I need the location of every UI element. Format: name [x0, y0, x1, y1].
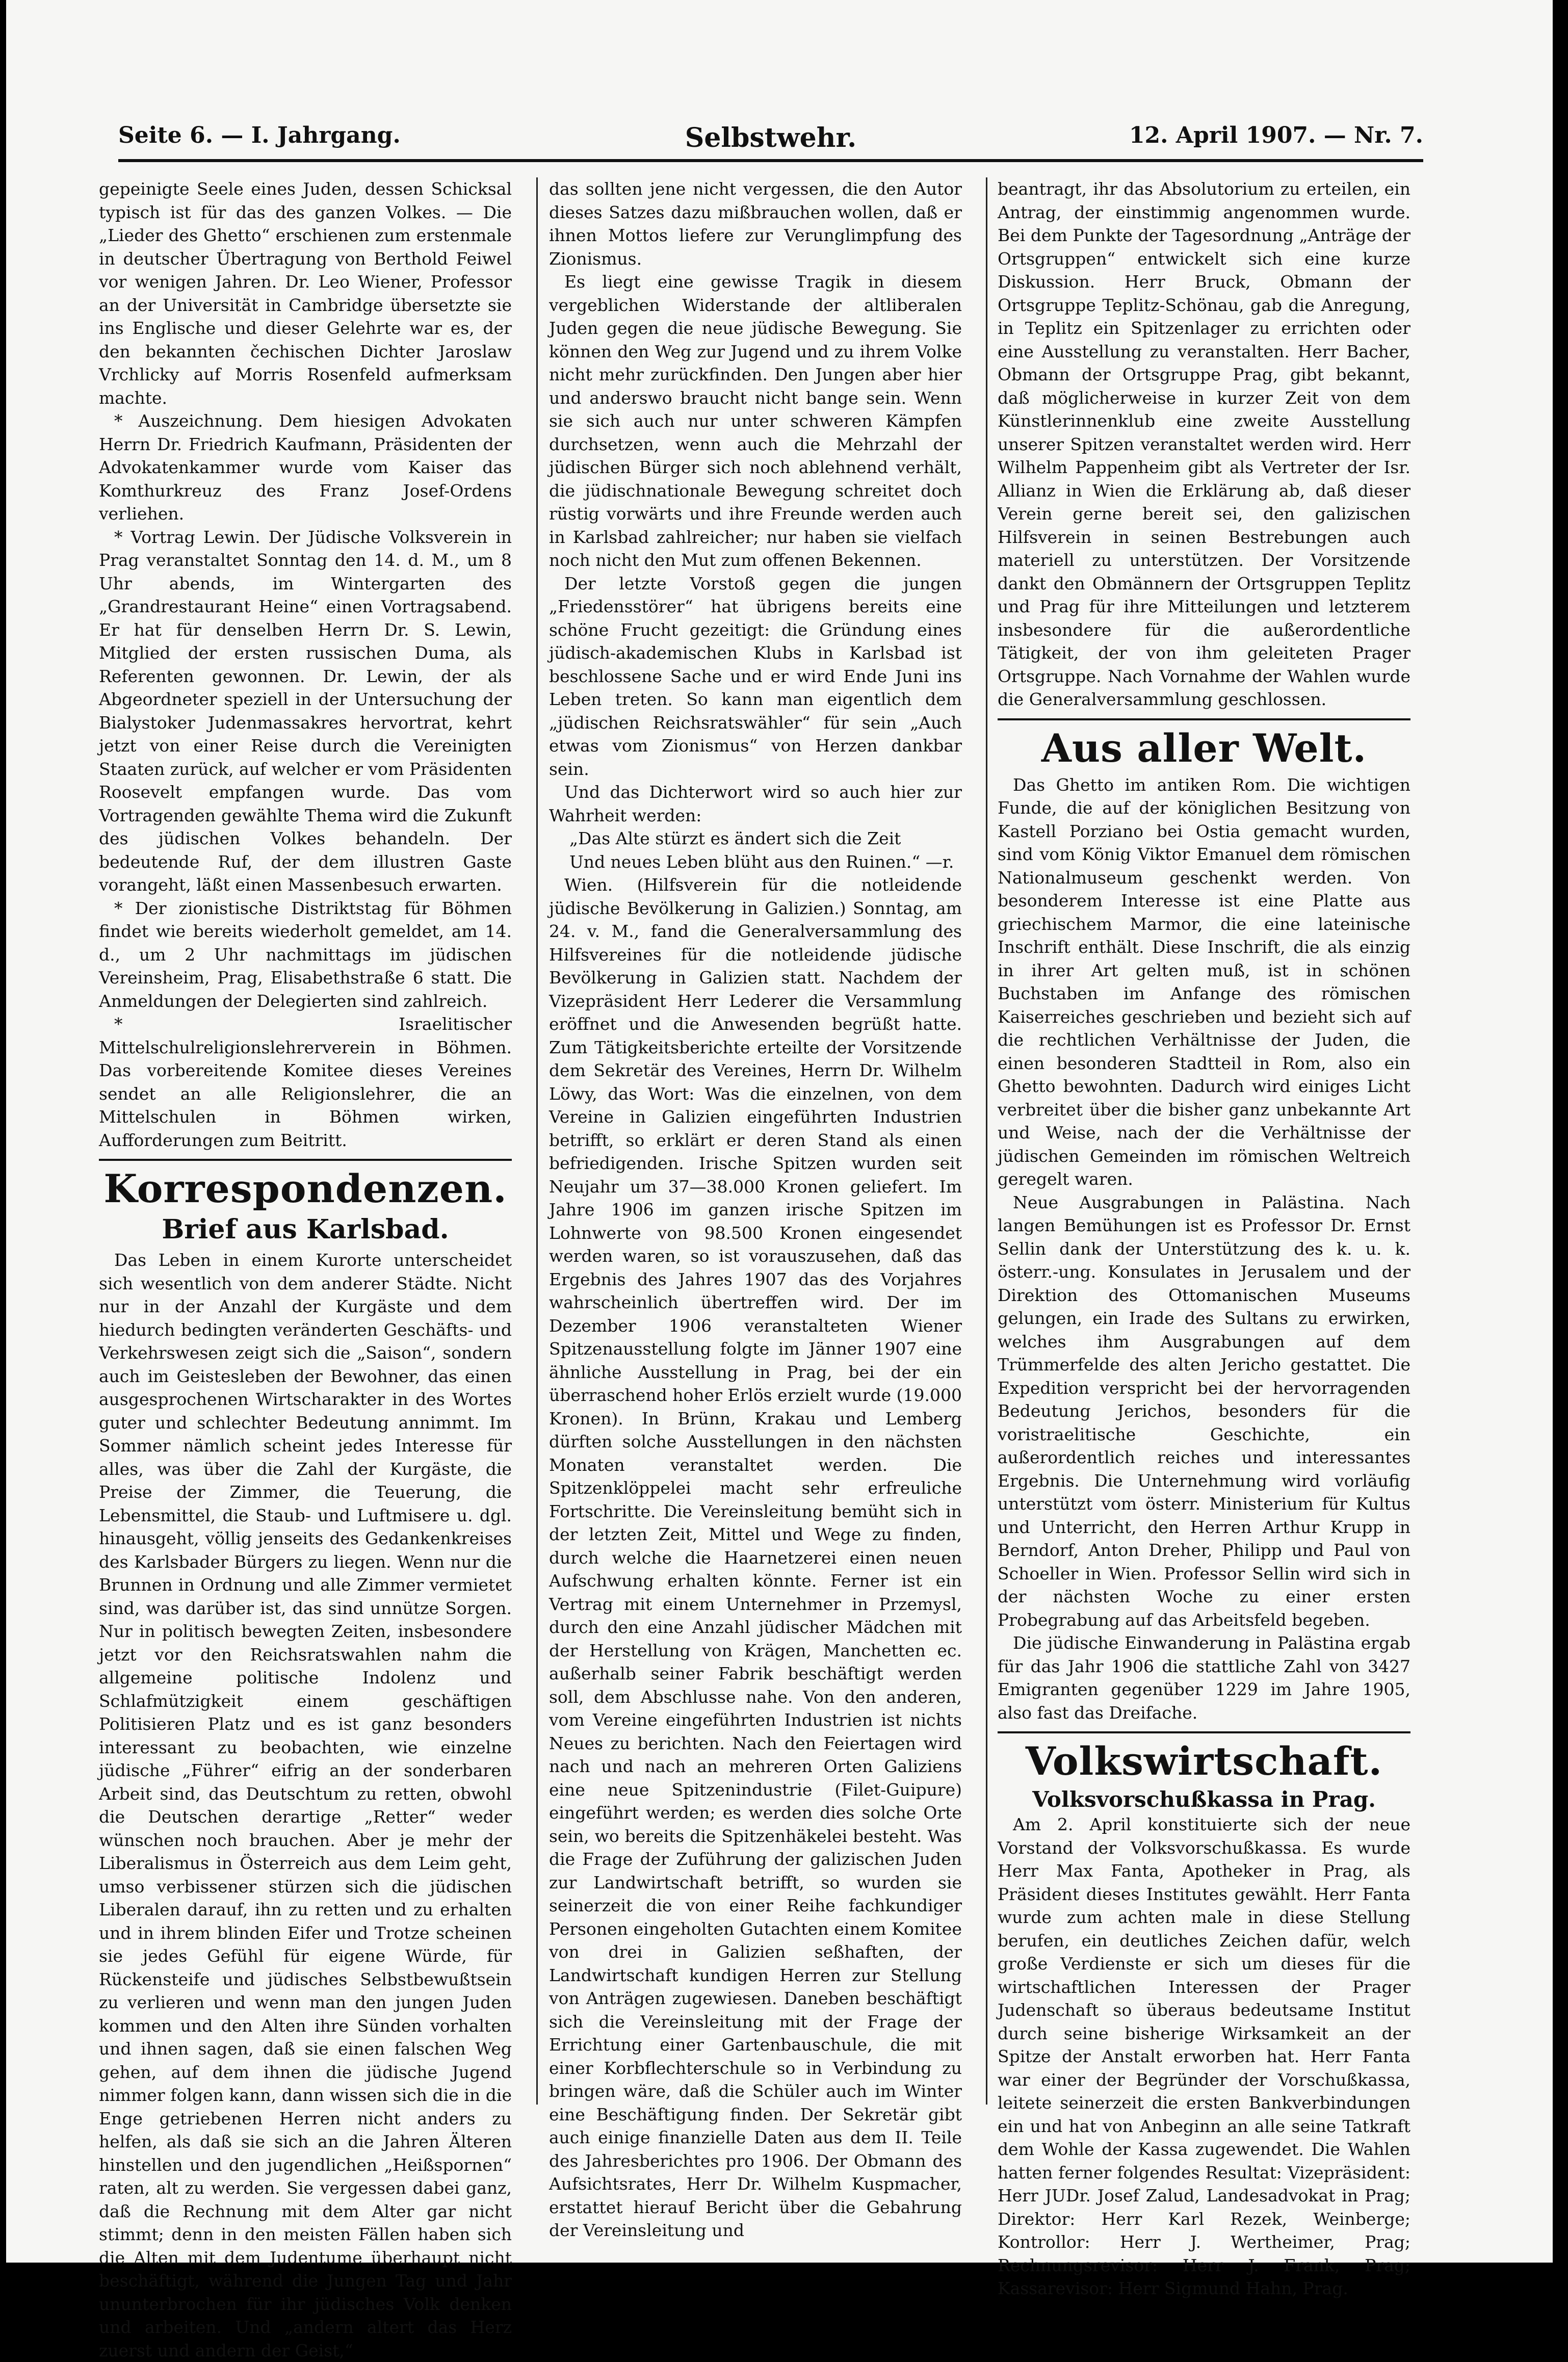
col1-paragraph-5: * Israelitischer Mittelschulreligionslehrerverein in Böhmen. Das vorbereitende Komitee dieses Vereines sendet an alle Religionslehrer, die an Mittelschulen in Böhmen wirken, Aufforderungen zum Beitritt.	[99, 1014, 512, 1150]
col1-paragraph-2: * Auszeichnung. Dem hiesigen Advokaten Herrn Dr. Friedrich Kaufmann, Präsidenten der Advokatenkammer wurde vom Kaiser das Komthurkreuz des Franz Josef-Ordens verliehen.	[99, 411, 512, 524]
col3-paragraph-4: Die jüdische Einwanderung in Palästina ergab für das Jahr 1906 die stattliche Zahl von 3427 Emigranten gegenüber 1229 im Jahre 1905, also fast das Dreifache.	[998, 1633, 1410, 1723]
section-rule	[998, 1731, 1410, 1733]
section-rule	[998, 718, 1410, 720]
section-title-korrespondenzen: Korrespondenzen.	[103, 1166, 507, 1211]
column-divider-2	[986, 177, 987, 2105]
scan-border	[1553, 0, 1568, 2263]
col2-paragraph-5: Wien. (Hilfsverein für die notleidende jüdische Bevölkerung in Galizien.) Sonntag, am 24. v. M., fand die Generalversammlung des Hilfsvereines für die notleidende jüdische Bevölkerung in Galizien statt. Nachdem der Vizepräsident Herr Lederer die Versammlung eröffnet und die Anwesenden begrüßt hatte. Zum Tätigkeitsberichte erteilte der Vorsitzende dem Sekretär des Vereines, Herrn Dr. Wilhelm Löwy, das Wort: Was die einzelnen, von dem Vereine in Galizien eingeführten Industrien betrifft, so erklärt er deren Stand als einen befriedigenden. Irische Spitzen wurden seit Neujahr um 37—38.000 Kronen geliefert. Im Jahre 1906 im ganzen irische Spitzen im Lohnwerte von 98.500 Kronen eingesendet werden waren, so ist vorauszusehen, daß das Ergebnis des Jahres 1907 das des Vorjahres wahrscheinlich übertreffen wird. Der im Dezember 1906 veranstalteten Wiener Spitzenausstellung folgte im Jänner 1907 eine ähnliche Ausstellung in Prag, bei der ein überraschend hoher Erlös erzielt wurde (19.000 Kronen). In Brünn, Krakau und Lemberg dürften solche Ausstellungen in den nächsten Monaten veranstaltet werden. Die Spitzenklöppelei macht sehr erfreuliche Fortschritte. Die Vereinsleitung bemüht sich in der letzten Zeit, Mittel und Wege zu finden, durch welche die Haarnetzerei einen neuen Aufschwung erhalten könnte. Ferner ist ein Vertrag mit einem Unternehmer in Przemysl, durch den eine Anzahl jüdischer Mädchen mit der Herstellung von Krägen, Manchetten ec. außerhalb seiner Fabrik beschäftigt werden soll, dem Abschlusse nahe. Von den anderen, vom Vereine eingeführten Industrien ist nichts Neues zu berichten. Nach den Feiertagen wird nach und nach an mehreren Orten Galiziens eine neue Spitzenindustrie (Filet-Guipure) eingeführt werden; es werden dies solche Orte sein, wo bereits die Spitzenhäkelei besteht. Was die Frage der Zuführung der galizischen Juden zur Landwirtschaft betrifft, so wurden sie seinerzeit die von einer Reihe fachkundiger Personen eingeholten Gutachten einem Komitee von drei in Galizien seßhaften, der Landwirtschaft kundigen Herren zur Stellung von Anträgen zugewiesen. Daneben beschäftigt sich die Vereinsleitung mit der Frage der Errichtung einer Gartenbauschule, die mit einer Korbflechterschule so in Verbindung zu bringen wäre, daß die Schüler auch im Winter eine Beschäftigung finden. Der Sekretär gibt auch einige finanzielle Daten aus dem II. Teile des Jahresberichtes pro 1906. Der Obmann des Aufsichtsrates, Herr Dr. Wilhelm Kuspmacher, erstattet hierauf Bericht über die Gebahrung der Vereinsleitung und	[549, 875, 962, 2240]
article-title-volksvorschusskassa: Volksvorschußkassa in Prag.	[1032, 1787, 1376, 1812]
col1-paragraph-3: * Vortrag Lewin. Der Jüdische Volksverein in Prag veranstaltet Sonntag den 14. d. M., um 8 Uhr abends, im Wintergarten des „Grandrestaurant Heine“ einen Vortragsabend. Er hat für denselben Herrn Dr. S. Lewin, Mitglied der ersten russischen Duma, als Referenten gewonnen. Dr. Lewin, der als Abgeordneter speziell in der Untersuchung der Bialystoker Judenmassakres hervortrat, kehrt jetzt von einer Reise durch die Vereinigten Staaten zurück, auf welcher er vom Präsidenten Roosevelt empfangen wurde. Das vom Vortragenden gewählte Thema wird die Zukunft des jüdischen Volkes behandeln. Der bedeutende Ruf, der dem illustren Gaste vorangeht, läßt einen Massenbesuch erwarten.	[99, 527, 512, 895]
newspaper-title: Selbstwehr.	[685, 122, 857, 153]
col2-paragraph-1: das sollten jene nicht vergessen, die den Autor dieses Satzes dazu mißbrauchen wollen, daß er ihnen Mottos liefere zur Verunglimpfung des Zionismus.	[549, 179, 962, 269]
column-2	[549, 177, 962, 2242]
poem-line-1: „Das Alte stürzt es ändert sich die Zeit	[569, 828, 901, 848]
col1-paragraph-6: Das Leben in einem Kurorte unterscheidet sich wesentlich von dem anderer Städte. Nicht nur in der Anzahl der Kurgäste und dem hiedurch bedingten veränderten Geschäfts- und Verkehrswesen zeigt sich die „Saison“, sondern auch im Geistesleben der Bewohner, das einen ausgesprochenen Wirtscharakter in des Wortes guter und schlechter Bedeutung annimmt. Im Sommer nämlich scheint jedes Interesse für alles, was über die Zahl der Kurgäste, die Preise der Zimmer, die Teuerung, die Lebensmittel, die Staub- und Luftmisere u. dgl. hinausgeht, völlig jenseits des Gedankenkreises des Karlsbader Bürgers zu liegen. Wenn nur die Brunnen in Ordnung und alle Zimmer vermietet sind, was darüber ist, das sind unnütze Sorgen. Nur in politisch bewegten Zeiten, insbesondere jetzt vor den Reichsratswahlen nahm die allgemeine politische Indolenz und Schlafmützigkeit einem geschäftigen Politisieren Platz und es ist ganz besonders interessant zu beobachten, wie einzelne jüdische „Führer“ eifrig an der sonderbaren Arbeit sind, das Deutschtum zu retten, obwohl die Deutschen derartige „Retter“ weder wünschen noch brauchen. Aber je mehr der Liberalismus in Österreich aus dem Leim geht, umso verbissener stürzen sich die jüdischen Liberalen darauf, ihn zu retten und zu erhalten und in ihrem blinden Eifer und Trotze scheinen sie jedes Gefühl für eigene Würde, für Rückensteife und jüdisches Selbstbewußtsein zu verlieren und wenn man den jungen Juden kommen und den Alten ihre Sünden vorhalten und ihnen sagen, daß sie einen falschen Weg gehen, auf dem ihnen die jüdische Jugend nimmer folgen kann, dann wissen sich die in die Enge getriebenen Herren nicht anders zu helfen, als daß sie sich an die Jahren Älteren hinstellen und den jugendlichen „Heißspornen“ raten, alt zu werden. Sie vergessen dabei ganz, daß die Rechnung mit dem Alter gar nicht stimmt; denn in den meisten Fällen haben sich die Alten mit dem Judentume überhaupt nicht beschäftigt, während die Jungen Tag und Jahr ununterbrochen für ihr jüdisches Volk denken und arbeiten. Und „andern altert das Herz zuerst und andern der Geist,“	[99, 1250, 512, 2360]
article-title-brief-aus-karlsbad: Brief aus Karlsbad.	[162, 1214, 449, 1245]
page-number: Seite 6. — I. Jahrgang.	[118, 122, 401, 148]
col3-paragraph-1: beantragt, ihr das Absolutorium zu erteilen, ein Antrag, der einstimmig angenommen wurde. Bei dem Punkte der Tagesordnung „Anträge der Ortsgruppen“ entwickelt sich eine kurze Diskussion. Herr Bruck, Obmann der Ortsgruppe Teplitz-Schönau, gab die Anregung, in Teplitz ein Spitzenlager zu errichten oder eine Ausstellung zu veranstalten. Herr Bacher, Obmann der Ortsgruppe Prag, gibt bekannt, daß möglicherweise in kurzer Zeit von dem Künstlerinnenklub eine zweite Ausstellung unserer Spitzen veranstaltet werden wird. Herr Wilhelm Pappenheim gibt als Vertreter der Isr. Allianz in Wien die Erklärung ab, daß dieser Verein gerne bereit sei, den galizischen Hilfsverein in seinen Bestrebungen auch materiell zu unterstützen. Der Vorsitzende dankt den Obmännern der Ortsgruppen Teplitz und Prag für ihre Mitteilungen und letzterem insbesondere für die außerordentliche Tätigkeit, der von ihm geleiteten Prager Ortsgruppe. Nach Vornahme der Wahlen wurde die Generalversammlung geschlossen.	[998, 179, 1410, 709]
col2-paragraph-2: Es liegt eine gewisse Tragik in diesem vergeblichen Widerstande der altliberalen Juden gegen die neue jüdische Bewegung. Sie können den Weg zur Jugend und zu ihrem Volke nicht mehr zurückfinden. Den Jungen aber hier und anderswo braucht nicht bange sein. Wenn sie sich auch nur unter schweren Kämpfen durchsetzen, wenn auch die Mehrzahl der jüdischen Bürger sich noch ablehnend verhält, die jüdischnationale Bewegung schreitet doch rüstig vorwärts und ihre Freunde werden auch in Karlsbad zahlreicher; nur haben sie vielfach noch nicht den Mut zum offenen Bekennen.	[549, 272, 962, 570]
col2-paragraph-3: Der letzte Vorstoß gegen die jungen „Friedensstörer“ hat übrigens bereits eine schöne Frucht gezeitigt: die Gründung eines jüdisch-akademischen Klubs in Karlsbad ist beschlossene Sache und er wird Ende Juni ins Leben treten. So kann man eigentlich dem „jüdischen Reichsratswähler“ für sein „Auch etwas vom Zionismus“ von Herzen dankbar sein.	[549, 573, 962, 779]
header-rule	[118, 159, 1423, 162]
col3-paragraph-3: Neue Ausgrabungen in Palästina. Nach langen Bemühungen ist es Professor Dr. Ernst Sellin dank der Unterstützung des k. u. k. österr.-ung. Konsulates in Jerusalem und der Direktion des Ottomanischen Museums gelungen, ein Irade des Sultans zu erwirken, welches ihm Ausgrabungen auf dem Trümmerfelde des alten Jericho gestattet. Die Expedition verspricht bei der hervorragenden Bedeutung Jerichos, besonders für die voristraelitische Geschichte, ein außerordentlich reiches und interessantes Ergebnis. Die Unternehmung wird vorläufig unterstützt vom österr. Ministerium für Kultus und Unterricht, den Herren Arthur Krupp in Berndorf, Anton Dreher, Philipp und Paul von Schoeller in Wien. Professor Sellin wird sich in der nächsten Woche zu einer ersten Probegrabung auf das Arbeitsfeld begeben.	[998, 1192, 1410, 1630]
col3-paragraph-5: Am 2. April konstituierte sich der neue Vorstand der Volksvorschußkassa. Es wurde Herr Max Fanta, Apotheker in Prag, als Präsident dieses Institutes gewählt. Herr Fanta wurde zum achten male in diese Stellung berufen, ein deutliches Zeichen dafür, welch große Verdienste er sich um dieses für die wirtschaftlichen Interessen der Prager Judenschaft so überaus bedeutsame Institut durch seine bisherige Wirksamkeit an der Spitze der Anstalt erworben hat. Herr Fanta war einer der Begründer der Vorschußkassa, leitete seinerzeit die ersten Bankverbindungen ein und hat von Anbeginn an alle seine Tatkraft dem Wohle der Kassa zugewendet. Die Wahlen hatten ferner folgendes Resultat: Vizepräsident: Herr JUDr. Josef Zalud, Landesadvokat in Prag; Direktor: Herr Karl Rezek, Weinberge; Kontrollor: Herr J. Wertheimer, Prag; Rechnungsrevisor: Herr J. Frank, Prag; Kassarevisor: Herr Sigmund Hahn, Prag.	[998, 1814, 1410, 2298]
column-divider-1	[536, 177, 538, 2105]
col3-paragraph-2: Das Ghetto im antiken Rom. Die wichtigen Funde, die auf der königlichen Besitzung von Kastell Porziano bei Ostia gemacht wurden, sind vom König Viktor Emanuel dem römischen Nationalmuseum geschenkt werden. Von besonderem Interesse ist eine Platte aus griechischem Marmor, die eine lateinische Inschrift enthält. Diese Inschrift, die als einzig in ihrer Art gelten muß, ist in schönen Buchstaben im Anfange des römischen Kaiserreiches geschrieben und bezieht sich auf die rechtlichen Verhältnisse der Juden, die einen besonderen Stadtteil in Rom, also ein Ghetto bewohnten. Dadurch wird einiges Licht verbreitet über die bisher ganz unbekannte Art und Weise, nach der die Verhältnisse der jüdischen Gemeinden im römischen Weltreich geregelt waren.	[998, 774, 1410, 1189]
column-1	[99, 177, 512, 2362]
poem-line-2: Und neues Leben blüht aus den Ruinen.“ —r.	[569, 851, 954, 872]
col1-paragraph-4: * Der zionistische Distriktstag für Böhmen findet wie bereits wiederholt gemeldet, am 14. d., um 2 Uhr nachmittags im jüdischen Vereinsheim, Prag, Elisabethstraße 6 statt. Die Anmeldungen der Delegierten sind zahlreich.	[99, 898, 512, 1011]
col1-paragraph-1: gepeinigte Seele eines Juden, dessen Schicksal typisch ist für das des ganzen Volkes. — Die „Lieder des Ghetto“ erschienen zum erstenmale in deutscher Übertragung von Berthold Feiwel vor wenigen Jahren. Dr. Leo Wiener, Professor an der Universität in Cambridge übersetzte sie ins Englische und dieser Gelehrte war es, der den bekannten čechischen Dichter Jaroslaw Vrchlicky auf Morris Rosenfeld aufmerksam machte.	[99, 179, 512, 408]
column-3	[998, 177, 1410, 2300]
newspaper-page	[6, 0, 1553, 2360]
section-title-aus-aller-welt: Aus aller Welt.	[1041, 725, 1367, 771]
section-rule	[99, 1159, 512, 1161]
section-title-volkswirtschaft: Volkswirtschaft.	[1025, 1738, 1383, 1784]
issue-date: 12. April 1907. — Nr. 7.	[1129, 122, 1423, 148]
page-header	[118, 122, 1423, 158]
col2-paragraph-4: Und das Dichterwort wird so auch hier zur Wahrheit werden:	[549, 782, 962, 825]
